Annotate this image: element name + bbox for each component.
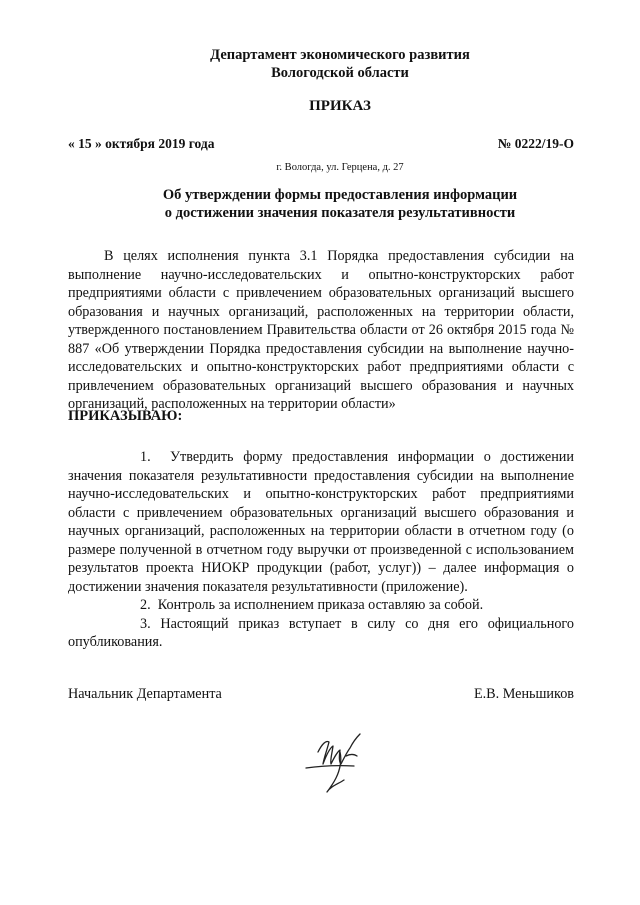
order-item-3 xyxy=(68,615,574,652)
order-date: « 15 » октября 2019 года xyxy=(68,136,215,151)
signatory-name: Е.В. Меньшиков xyxy=(473,686,574,702)
subject-line-2: о достижении значения показателя результативности xyxy=(164,205,516,221)
date-number-row xyxy=(68,136,574,152)
order-item-1 xyxy=(68,448,574,596)
preamble-paragraph: В целях исполнения пункта 3.1 Порядка предоставления субсидии на выполнение научно-исследовательских и опытно-конструкторских работ предприятиями области с привлечением образовательных организаций высшего образования и научных организаций, расположенных на территории области, утвержденного постановлением Правительства области от 26 октября 2015 года № 887 «Об утверждении Порядка предоставления субсидии на выполнение научно-исследовательских и опытно-конструкторских работ предприятиями области с привлечением образовательных организаций высшего образования и научных организаций, расположенных на территории области» xyxy=(68,248,574,412)
signatory-position: Начальник Департамента xyxy=(68,686,222,702)
department-header xyxy=(0,46,640,82)
item-text: Утвердить форму предоставления информации о достижении значения показателя результативности предоставления субсидии на выполнение научно-исследовательских и опытно-конструкторских работ предприятиями области с привлечением образовательных организаций высшего образования и научных организаций, расположенных на территории области в отчетном году (о размере полученной в отчетном году выручки от произведенной с использованием результатов проекта НИОКР продукции (работ, услуг)) – далее информация о достижении значения показателя результативности (приложение). xyxy=(68,449,574,595)
item-number: 2. xyxy=(140,597,151,613)
item-number: 1. xyxy=(140,449,151,465)
department-line-1: Департамент экономического развития xyxy=(210,47,470,63)
order-keyword: ПРИКАЗЫВАЮ: xyxy=(68,408,183,424)
subject-line-1: Об утверждении формы предоставления информации xyxy=(162,187,518,203)
handwritten-signature-icon xyxy=(296,730,376,800)
department-line-2: Вологодской области xyxy=(271,65,409,81)
order-number: № 0222/19-О xyxy=(497,136,574,151)
issuer-address: г. Вологда, ул. Герцена, д. 27 xyxy=(276,162,404,173)
order-items-list xyxy=(68,448,574,652)
order-subject xyxy=(0,186,640,222)
item-text: Контроль за исполнением приказа оставляю за собой. xyxy=(157,597,484,613)
signature-row xyxy=(68,686,574,703)
document-type: ПРИКАЗ xyxy=(309,98,371,114)
order-item-2 xyxy=(68,596,574,615)
item-text: Настоящий приказ вступает в силу со дня его официального опубликования. xyxy=(68,615,574,650)
item-number: 3. xyxy=(140,615,151,632)
